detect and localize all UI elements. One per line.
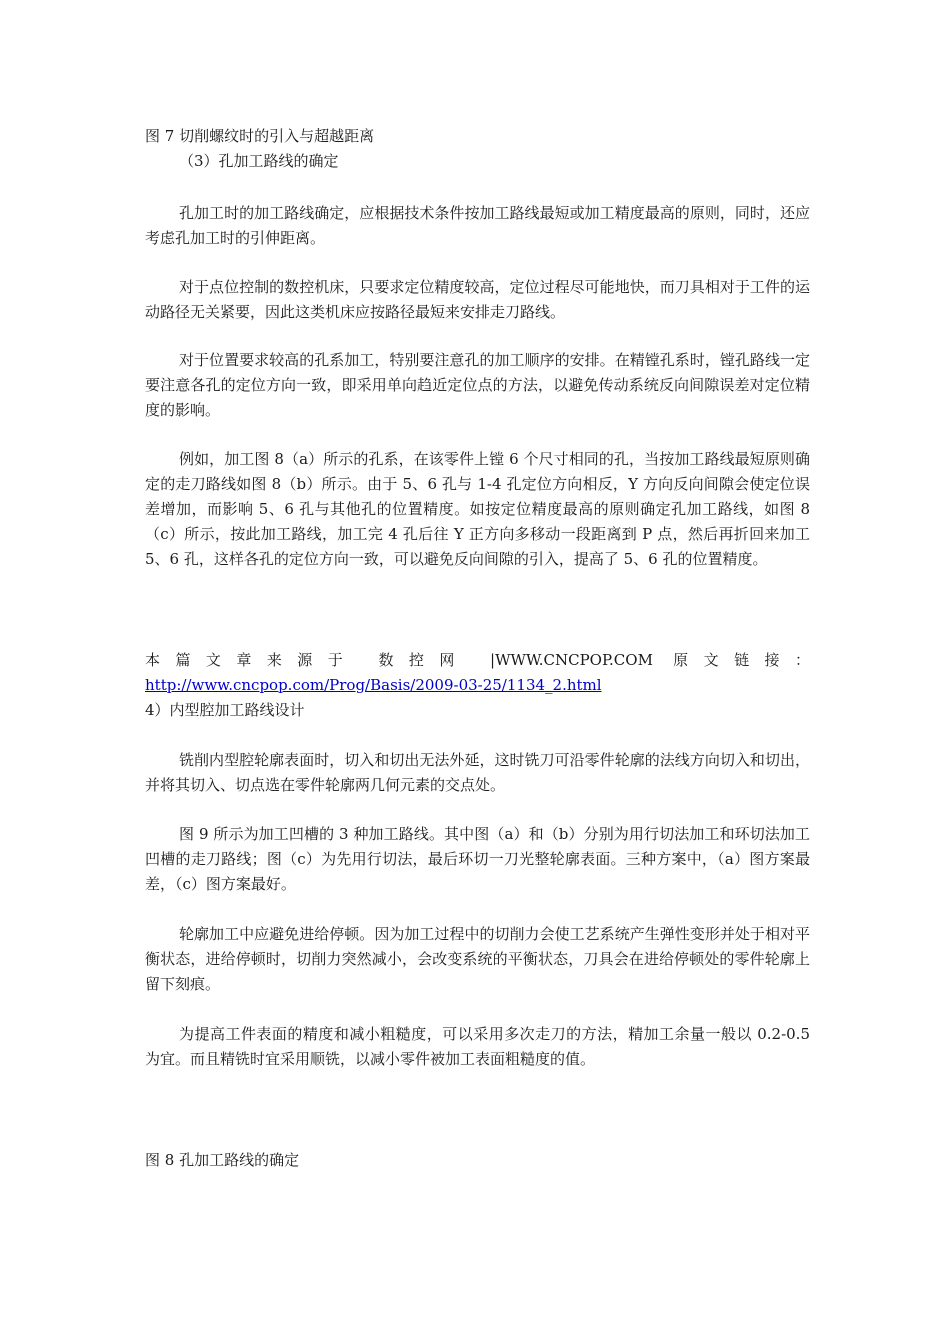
paragraph-point-control: 对于点位控制的数控机床，只要求定位精度较高，定位过程尽可能地快，而刀具相对于工件的运动路径无关紧要，因此这类机床应按路径最短来安排走刀路线。 bbox=[145, 278, 810, 321]
paragraph-surface-finish: 为提高工件表面的精度和减小粗糙度，可以采用多次走刀的方法，精加工余量一般以 0.2-0.5 为宜。而且精铣时宜采用顺铣，以减小零件被加工表面粗糙度的值。 bbox=[145, 1025, 810, 1068]
paragraph-fig9-routes: 图 9 所示为加工凹槽的 3 种加工路线。其中图（a）和（b）分别为用行切法加工和环切法加工凹槽的走刀路线；图（c）为先用行切法，最后环切一刀光整轮廓表面。三种方案中，（a）图方案最差，（c）图方案最好。 bbox=[145, 825, 810, 893]
figure-8-caption: 图 8 孔加工路线的确定 bbox=[145, 1151, 300, 1169]
article-source-line: 本篇文章来源于 数控网 |WWW.CNCPOP.COM 原文链接： bbox=[145, 651, 810, 669]
article-source-link[interactable]: http://www.cncpop.com/Prog/Basis/2009-03-25/1134_2.html bbox=[145, 676, 602, 694]
paragraph-hole-route-principle: 孔加工时的加工路线确定，应根据技术条件按加工路线最短或加工精度最高的原则，同时，还应考虑孔加工时的引伸距离。 bbox=[145, 204, 810, 247]
paragraph-hole-system: 对于位置要求较高的孔系加工，特别要注意孔的加工顺序的安排。在精镗孔系时，镗孔路线一定要注意各孔的定位方向一致，即采用单向趋近定位点的方法，以避免传动系统反向间隙误差对定位精度的影响。 bbox=[145, 351, 810, 419]
paragraph-inner-cavity: 铣削内型腔轮廓表面时，切入和切出无法外延，这时铣刀可沿零件轮廓的法线方向切入和切出，并将其切入、切点选在零件轮廓两几何元素的交点处。 bbox=[145, 751, 810, 794]
paragraph-avoid-feed-pause: 轮廓加工中应避免进给停顿。因为加工过程中的切削力会使工艺系统产生弹性变形并处于相对平衡状态，进给停顿时，切削力突然减小，会改变系统的平衡状态，刀具会在进给停顿处的零件轮廓上留下刻痕。 bbox=[145, 925, 810, 993]
section-3-heading: （3）孔加工路线的确定 bbox=[179, 152, 339, 170]
paragraph-example-fig8: 例如，加工图 8（a）所示的孔系，在该零件上镗 6 个尺寸相同的孔，当按加工路线最短原则确定的走刀路线如图 8（b）所示。由于 5、6 孔与 1-4 孔定位方向相反，Y 方向反向间隙会使定位误差增加，而影响 5、6 孔与其他孔的位置精度。如按定位精度最高的原则确定孔加工路线，如图 8（c）所示，按此加工路线，加工完 4 孔后往 Y 正方向多移动一段距离到 P 点，然后再折回来加工 5、6 孔，这样各孔的定位方向一致，可以避免反向间隙的引入，提高了 5、6 孔的位置精度。 bbox=[145, 450, 810, 568]
section-4-heading: 4）内型腔加工路线设计 bbox=[145, 701, 305, 719]
figure-7-caption: 图 7 切削螺纹时的引入与超越距离 bbox=[145, 127, 375, 145]
